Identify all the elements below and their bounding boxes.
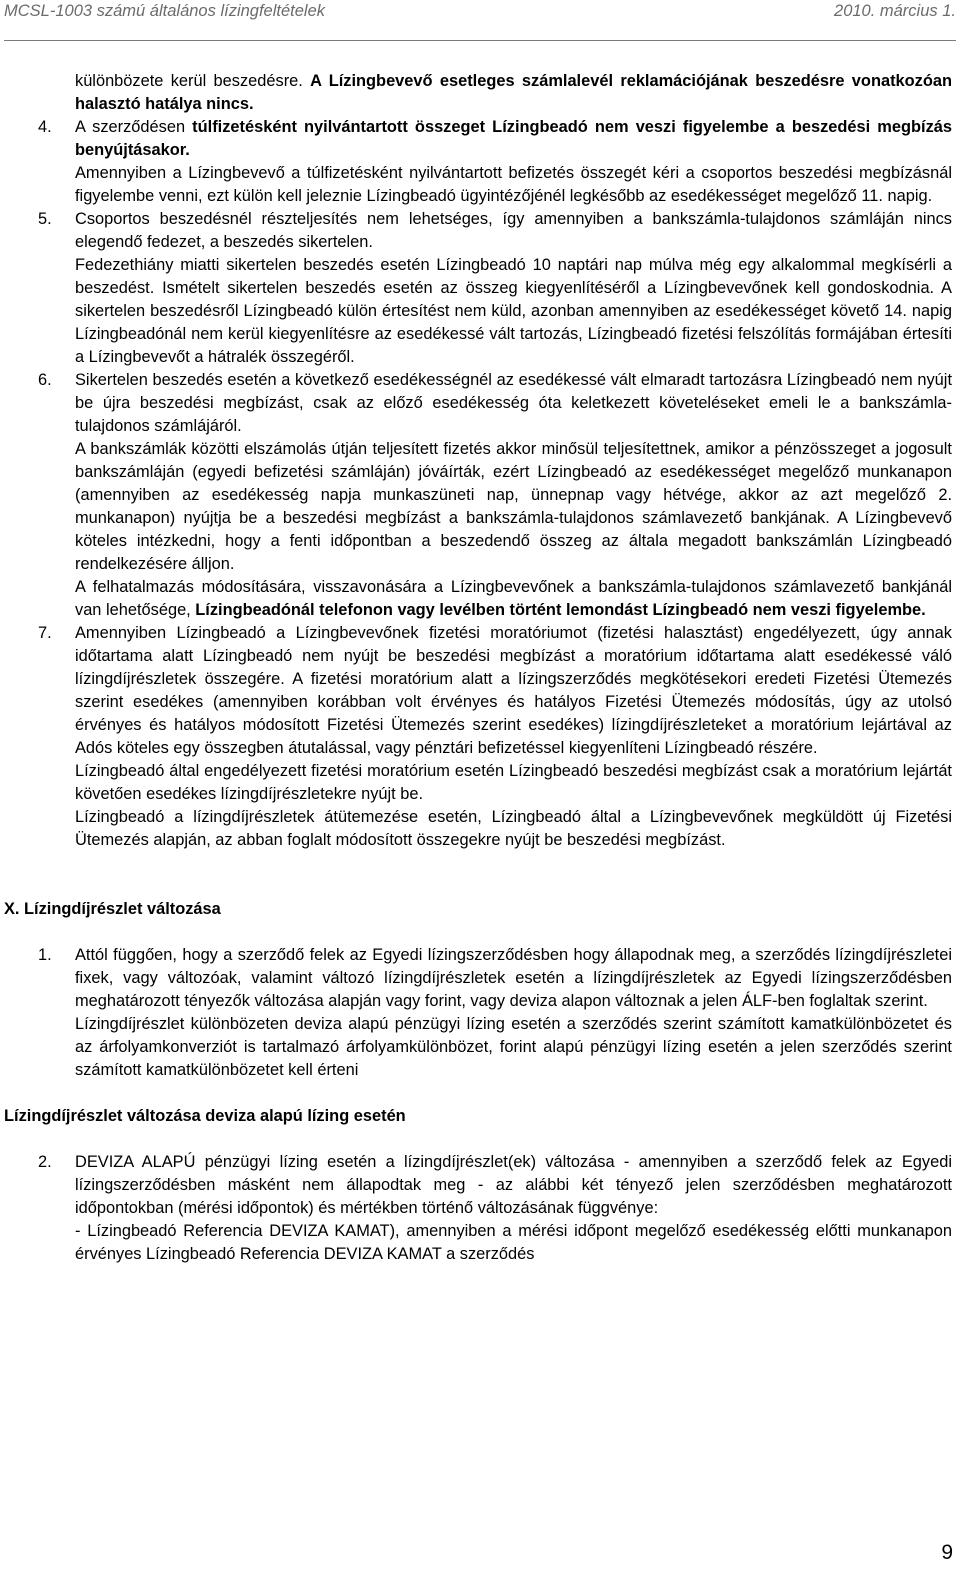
paragraph: A bankszámlák közötti elszámolás útján teljesített fizetés akkor minősül teljesítettnek, amikor a pénzösszeget a jogosult bankszámláján (egyedi befizetési számláján) jóváírták, ezért Lízingbeadó az esedékességet megelőző munkanapon (amennyiben az esedékesség napja munkaszüneti nap, ünnepnap vagy hétvége, akkor az azt megelőző 2. munkanapon) nyújtja be a beszedési megbízást a bankszámla-tulajdonos számlavezető bankjának. A Lízingbevevő köteles intézkedni, hogy a fenti időpontban a beszedendő összeg az általa megadott bankszámlán Lízingbeadó rendelkezésére álljon. xyxy=(75,440,952,573)
spacer xyxy=(0,1082,960,1105)
paragraph: Csoportos beszedésnél részteljesítés nem lehetséges, így amennyiben a bankszámla-tulajdonos számláján nincs elegendő fedezet, a beszedés sikertelen. xyxy=(75,210,952,251)
text-run: A felhatalmazás módosítására, visszavonására a Lízingbevevőnek a bankszámla-tulajdonos számlavezető bankjánál van lehetősége, xyxy=(75,578,952,619)
header-divider xyxy=(4,40,956,41)
list-number: 4. xyxy=(38,118,52,136)
spacer xyxy=(0,921,960,944)
bold-text-run: túlfizetésként nyilvántartott összeget Lízingbeadó nem veszi figyelembe a beszedési megbízás benyújtásakor. xyxy=(75,118,952,159)
spacer xyxy=(0,852,960,875)
paragraph: Lízingdíjrészlet különbözeten deviza alapú pénzügyi lízing esetén a szerződés szerint számított kamatkülönbözetet és az árfolyamkonverziót is tartalmazó árfolyamkülönbözet, forint alapú pénzügyi lízing esetén a jelen szerződés szerint számított kamatkülönbözetet kell érteni xyxy=(75,1015,952,1079)
paragraph: Sikertelen beszedés esetén a következő esedékességnél az esedékessé vált elmaradt tartozásra Lízingbeadó nem nyújt be újra beszedési megbízást, csak az előző esedékesség óta keletkezett követeléseket emeli le a bankszámla-tulajdonos számlájáról. xyxy=(75,371,952,435)
paragraph xyxy=(75,116,952,162)
continuation-paragraph xyxy=(0,70,960,116)
document-title: MCSL-1003 számú általános lízingfeltételek xyxy=(4,2,326,20)
paragraph: Amennyiben Lízingbeadó a Lízingbevevőnek fizetési moratóriumot (fizetési halasztást) engedélyezett, úgy annak időtartama alatt Lízingbeadó nem nyújt be beszedési megbízást a moratórium időtartama alatt esedékessé váló lízingdíjrészletek összegére. A fizetési moratórium alatt a lízingszerződés megkötésekori eredeti Fizetési Ütemezés szerint esedékes (amennyiben korábban volt érvényes és hatályos Fizetési Ütemezés módosítás, úgy az utolsó érvényes és hatályos módosított Fizetési Ütemezés szerint esedékes) lízingdíjrészleteket a moratórium lejártával az Adós köteles egy összegben átutalással, vagy pénztári befizetéssel kiegyenlíteni Lízingbeadó részére. xyxy=(75,624,952,757)
paragraph: Amennyiben a Lízingbevevő a túlfizetésként nyilvántartott befizetés összegét kéri a csoportos beszedési megbízásnál figyelembe venni, ezt külön kell jeleznie Lízingbeadó ügyintézőjénél legkésőbb az esedékességet megelőző 11. napig. xyxy=(75,164,952,205)
section-x-item-2 xyxy=(0,1151,960,1266)
paragraph: Fedezethiány miatti sikertelen beszedés esetén Lízingbeadó 10 naptári nap múlva még egy alkalommal megkísérli a beszedést. Ismételt sikertelen beszedés esetén az összeg kiegyenlítéséről a Lízingbevevőnek kell gondoskodnia. A sikertelen beszedésről Lízingbeadó külön értesítést nem küld, azonban amennyiben az esedékességet követő 14. napig Lízingbeadónál nem kerül kiegyenlítésre az esedékessé vált tartozás, Lízingbeadó fizetési felszólítás formájában értesíti a Lízingbevevőt a hátralék összegéről. xyxy=(75,256,952,366)
document-date: 2010. március 1. xyxy=(834,2,956,20)
paragraph xyxy=(75,576,952,622)
paragraph: Attól függően, hogy a szerződő felek az Egyedi lízingszerződésben hogy állapodnak meg, a szerződés lízingdíjrészletei fixek, vagy változóak, valamint változó lízingdíjrészletek esetén a lízingdíjrészletek az Egyedi lízingszerződésben meghatározott tényezők változása alapján vagy forint, vagy deviza alapon változnak a jelen ÁLF-ben foglaltak szerint. xyxy=(75,946,952,1010)
section-title: X. Lízingdíjrészlet változása xyxy=(4,900,221,918)
text-run: különbözete kerül beszedésre. xyxy=(75,72,311,90)
bold-text-run: A Lízingbevevő esetleges számlalevél reklamációjának beszedésre vonatkozóan halasztó hatálya nincs. xyxy=(75,72,952,113)
spacer xyxy=(0,875,960,898)
document-body xyxy=(0,70,960,1266)
paragraph: DEVIZA ALAPÚ pénzügyi lízing esetén a lízingdíjrészlet(ek) változása - amennyiben a szerződő felek az Egyedi lízingszerződésben másként nem állapodtak meg - az alábbi két tényező jelen szerződésben meghatározott időpontokban (mérési időpontok) és mértékben történő változásának függvénye: xyxy=(75,1153,952,1217)
section-x-item-1 xyxy=(0,944,960,1082)
list-item-5 xyxy=(0,208,960,369)
text-run: A szerződésen xyxy=(75,118,193,136)
paragraph: - Lízingbeadó Referencia DEVIZA KAMAT), amennyiben a mérési időpont megelőző esedékesség előtti munkanapon érvényes Lízingbeadó Referencia DEVIZA KAMAT a szerződés xyxy=(75,1222,952,1263)
subsection-title: Lízingdíjrészlet változása deviza alapú lízing esetén xyxy=(4,1107,406,1125)
list-item-7 xyxy=(0,622,960,852)
list-item-4 xyxy=(0,116,960,208)
list-number: 5. xyxy=(38,210,52,228)
list-item-6 xyxy=(0,369,960,622)
spacer xyxy=(0,1128,960,1151)
paragraph: Lízingbeadó által engedélyezett fizetési moratórium esetén Lízingbeadó beszedési megbízást csak a moratórium lejártát követően esedékes lízingdíjrészletekre nyújt be. xyxy=(75,762,952,803)
paragraph: Lízingbeadó a lízingdíjrészletek átütemezése esetén, Lízingbeadó által a Lízingbevevőnek megküldött új Fizetési Ütemezés alapján, az abban foglalt módosított összegekre nyújt be beszedési megbízást. xyxy=(75,808,952,849)
list-number: 2. xyxy=(38,1153,52,1171)
list-number: 1. xyxy=(38,946,52,964)
bold-text-run: Lízingbeadónál telefonon vagy levélben történt lemondást Lízingbeadó nem veszi figyelembe. xyxy=(195,601,926,619)
page-header xyxy=(0,0,960,34)
page-number: 9 xyxy=(941,1541,953,1564)
paragraph xyxy=(75,70,952,116)
list-number: 6. xyxy=(38,371,52,389)
list-number: 7. xyxy=(38,624,52,642)
